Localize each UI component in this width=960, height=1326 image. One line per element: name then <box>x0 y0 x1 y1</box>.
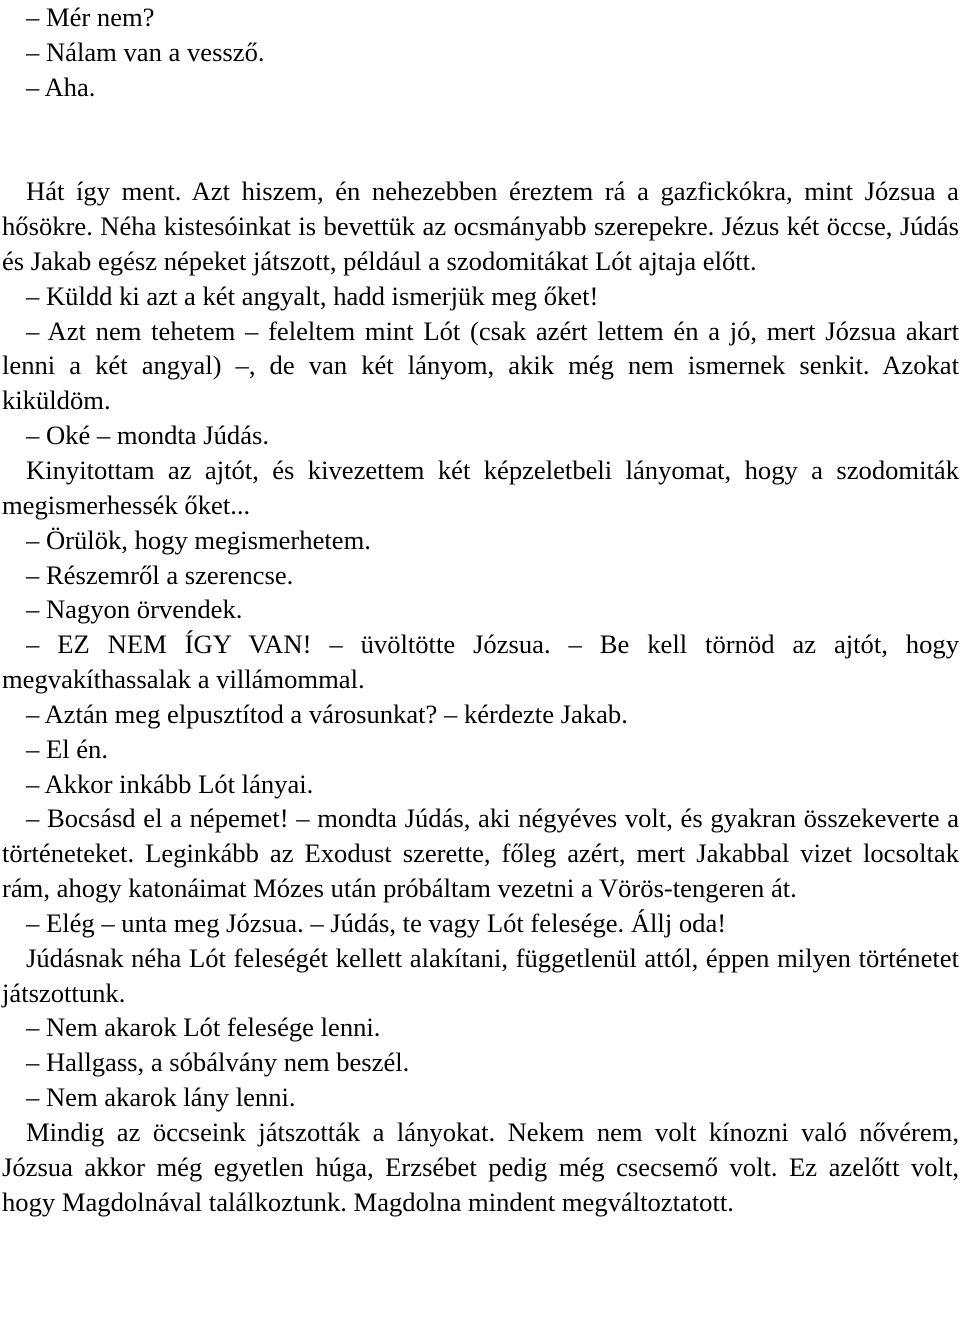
dialogue-line: – El én. <box>26 733 108 764</box>
dialogue-line: – Elég – unta meg Józsua. – Júdás, te vagy Lót felesége. Állj oda! <box>26 907 727 938</box>
narrative-paragraph: Kinyitottam az ajtót, és kivezettem két képzeletbeli lányomat, hogy a szodomiták megismerhessék őket... <box>2 454 959 520</box>
dialogue-line: – Mér nem? <box>26 2 155 32</box>
dialogue-line: – Hallgass, a sóbálvány nem beszél. <box>26 1047 410 1078</box>
dialogue-line: – Nem akarok lány lenni. <box>26 1082 296 1113</box>
dialogue-paragraph: – Azt nem tehetem – feleltem mint Lót (csak azért lettem én a jó, mert Józsua akart lenni a két angyal) –, de van két lányom, akik még nem ismernek senkit. Azokat kiküldöm. <box>2 315 959 416</box>
dialogue-line: – Nálam van a vessző. <box>26 36 265 67</box>
dialogue-line: – Nem akarok Lót felesége lenni. <box>26 1012 381 1043</box>
body-text <box>2 0 959 1220</box>
narrative-paragraph: Mindig az öccseink játszották a lányokat. Nekem nem volt kínozni való nővérem, Józsua akkor még egyetlen húga, Erzsébet pedig még csecsemő volt. Ez azelőtt volt, hogy Magdolnával találkoztunk. Magdolna mindent megváltoztatott. <box>2 1117 959 1217</box>
narrative-paragraph: Júdásnak néha Lót feleségét kellett alakítani, függetlenül attól, éppen milyen történetet játszottunk. <box>2 942 959 1008</box>
dialogue-line: – Nagyon örvendek. <box>26 594 243 625</box>
dialogue-paragraph: – Bocsásd el a népemet! – mondta Júdás, aki négyéves volt, és gyakran összekeverte a történeteket. Leginkább az Exodust szerette, főleg azért, mert Jakabbal vizet locsoltak rám, ahogy katonáimat Mózes után próbáltam vezetni a Vörös-tengeren át. <box>2 803 959 904</box>
dialogue-line: – Akkor inkább Lót lányai. <box>26 768 314 799</box>
section-gap <box>2 105 959 175</box>
dialogue-line: – Örülök, hogy megismerhetem. <box>26 524 371 555</box>
dialogue-line: – Küldd ki azt a két angyalt, hadd ismerjük meg őket! <box>26 280 599 311</box>
dialogue-line: – Aztán meg elpusztítod a városunkat? – kérdezte Jakab. <box>26 698 628 729</box>
narrative-paragraph: Hát így ment. Azt hiszem, én nehezebben éreztem rá a gazfickókra, mint Józsua a hősökre. Néha kistesóinkat is bevettük az ocsmányabb szerepekre. Jézus két öccse, Júdás és Jakab egész népeket játszott, például a szodomitákat Lót ajtaja előtt. <box>2 176 959 276</box>
dialogue-line: – Oké – mondta Júdás. <box>26 420 270 451</box>
dialogue-paragraph: – EZ NEM ÍGY VAN! – üvöltötte Józsua. – Be kell törnöd az ajtót, hogy megvakíthassalak a villámommal. <box>2 629 959 695</box>
dialogue-line: – Részemről a szerencse. <box>26 559 294 590</box>
dialogue-line: – Aha. <box>26 71 96 102</box>
